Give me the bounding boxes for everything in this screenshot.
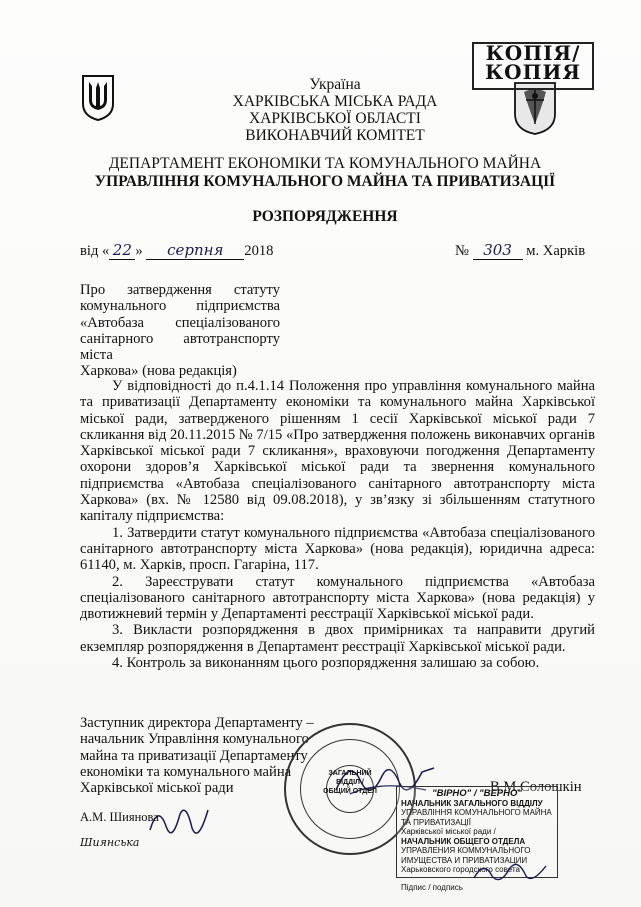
item-3-paragraph: 3. Викласти розпорядження в двох примірниках та направити другий екземпляр розпорядження в Департамент реєстрації Харківської міської ради. — [80, 622, 595, 655]
body-text — [80, 378, 595, 671]
signatory-position-line: майна та приватизації Департаменту — [80, 747, 308, 764]
header-division: УПРАВЛІННЯ КОМУНАЛЬНОГО МАЙНА ТА ПРИВАТИЗАЦІЇ — [94, 173, 556, 190]
subject-line: Про затвердження статуту — [80, 282, 280, 298]
certify-line: НАЧАЛЬНИК ОБЩЕГО ОТДЕЛА — [401, 836, 526, 846]
order-number-prefix: № — [455, 243, 469, 259]
date-year: 2018 — [244, 243, 274, 259]
subject-line: комунального підприємства — [80, 298, 280, 315]
header-country: Україна — [309, 76, 361, 93]
item-4-paragraph: 4. Контроль за виконанням цього розпорядження залишаю за собою. — [112, 655, 540, 672]
seal-text: ОБЩИЙ ОТДЕЛ — [323, 788, 377, 795]
signatory-position-line: економіки та комунального майна — [80, 763, 292, 780]
certify-signature-label: Підпис / подпись — [401, 882, 463, 892]
executor-handwritten-name: Шиянська — [80, 836, 140, 849]
header-council: ХАРКІВСЬКА МІСЬКА РАДА — [232, 93, 438, 110]
certify-line: НАЧАЛЬНИК ЗАГАЛЬНОГО ВІДДІЛУ — [401, 798, 543, 808]
certify-line: Харьковского городского совета — [401, 865, 520, 874]
signatory-position-line: Заступник директора Департаменту – — [80, 715, 314, 731]
subject-line: Харкова» (нова редакція) — [80, 363, 237, 380]
header-region: ХАРКІВСЬКОЇ ОБЛАСТІ — [249, 110, 421, 127]
subject-line: «Автобаза спеціалізованого — [80, 314, 280, 331]
certify-title: "ВІРНО" / "ВЕРНО" — [432, 788, 522, 799]
certify-line: УПРАВЛІННЯ КОМУНАЛЬНОГО МАЙНА ТА ПРИВАТИЗАЦІЇ — [401, 808, 552, 827]
order-place: м. Харків — [526, 243, 586, 259]
seal-text: ВІДДІЛ / — [336, 779, 364, 786]
executor-name: А.М. Шиянова — [80, 810, 159, 824]
document-type-title: РОЗПОРЯДЖЕННЯ — [252, 208, 398, 225]
signatory-name: В.М.Солошкін — [490, 779, 582, 795]
executor-signature — [146, 800, 216, 850]
copy-stamp-line-1: КОПІЯ/ — [485, 41, 581, 65]
order-number-line — [455, 241, 585, 260]
item-2-paragraph: 2. Зареєструвати статут комунального підприємства «Автобаза спеціалізованого санітарного автотранспорту міста Харкова» (нова редакція) у двотижневий термін у Департаменті реєстрації Харківської міської ради. — [80, 573, 595, 623]
header-department: ДЕПАРТАМЕНТ ЕКОНОМІКИ ТА КОМУНАЛЬНОГО МАЙНА — [108, 155, 542, 172]
signatory-position-line: Харківської міської ради — [80, 780, 234, 797]
item-1-paragraph: 1. Затвердити статут комунального підприємства «Автобаза спеціалізованого санітарного автотранспорту міста Харкова» (нова редакція), юридична адреса: 61140, м. Харків, просп. Гагаріна, 117. — [80, 524, 595, 574]
preamble-paragraph: У відповідності до п.4.1.14 Положення про управління комунального майна та приватизації Департаменту економіки та комунального майна Харківської міської ради, затвердженого рішенням 1 сесії Харківської міської ради 7 скликання від 20.11.2015 № 7/15 «Про затвердження положень виконавчих органів Харківської міської ради 7 скликання», враховуючи погодження Департаменту охорони здоров’я Харківської міської ради та звернення комунального підприємства «Автобаза спеціалізованого санітарного автотранспорту міста Харкова» (вх. № 12580 від 09.08.2018), у зв’язку зі збільшенням статутного капіталу підприємства: — [80, 378, 595, 525]
date-line — [80, 241, 273, 260]
order-number: 303 — [473, 241, 523, 260]
subject-block — [80, 282, 280, 380]
copy-stamp-line-2: КОПИЯ — [484, 60, 582, 84]
certify-signature — [470, 858, 550, 888]
header-committee: ВИКОНАВЧИЙ КОМІТЕТ — [245, 127, 425, 144]
seal-text: ЗАГАЛЬНИЙ — [328, 770, 372, 777]
date-prefix: від « — [80, 243, 110, 259]
certify-line: УПРАВЛЕНИЯ КОММУНАЛЬНОГО ИМУЩЕСТВА И ПРИВАТИЗАЦИИ — [401, 846, 531, 865]
certify-line: Харківської міської ради / — [401, 827, 496, 836]
date-mid: » — [135, 243, 143, 259]
date-day: 22 — [109, 241, 135, 260]
subject-line: санітарного автотранспорту міста — [80, 330, 280, 364]
signatory-position-line: начальник Управління комунального — [80, 731, 309, 748]
date-month: серпня — [146, 241, 244, 260]
ukraine-coat-of-arms-icon — [80, 74, 116, 122]
